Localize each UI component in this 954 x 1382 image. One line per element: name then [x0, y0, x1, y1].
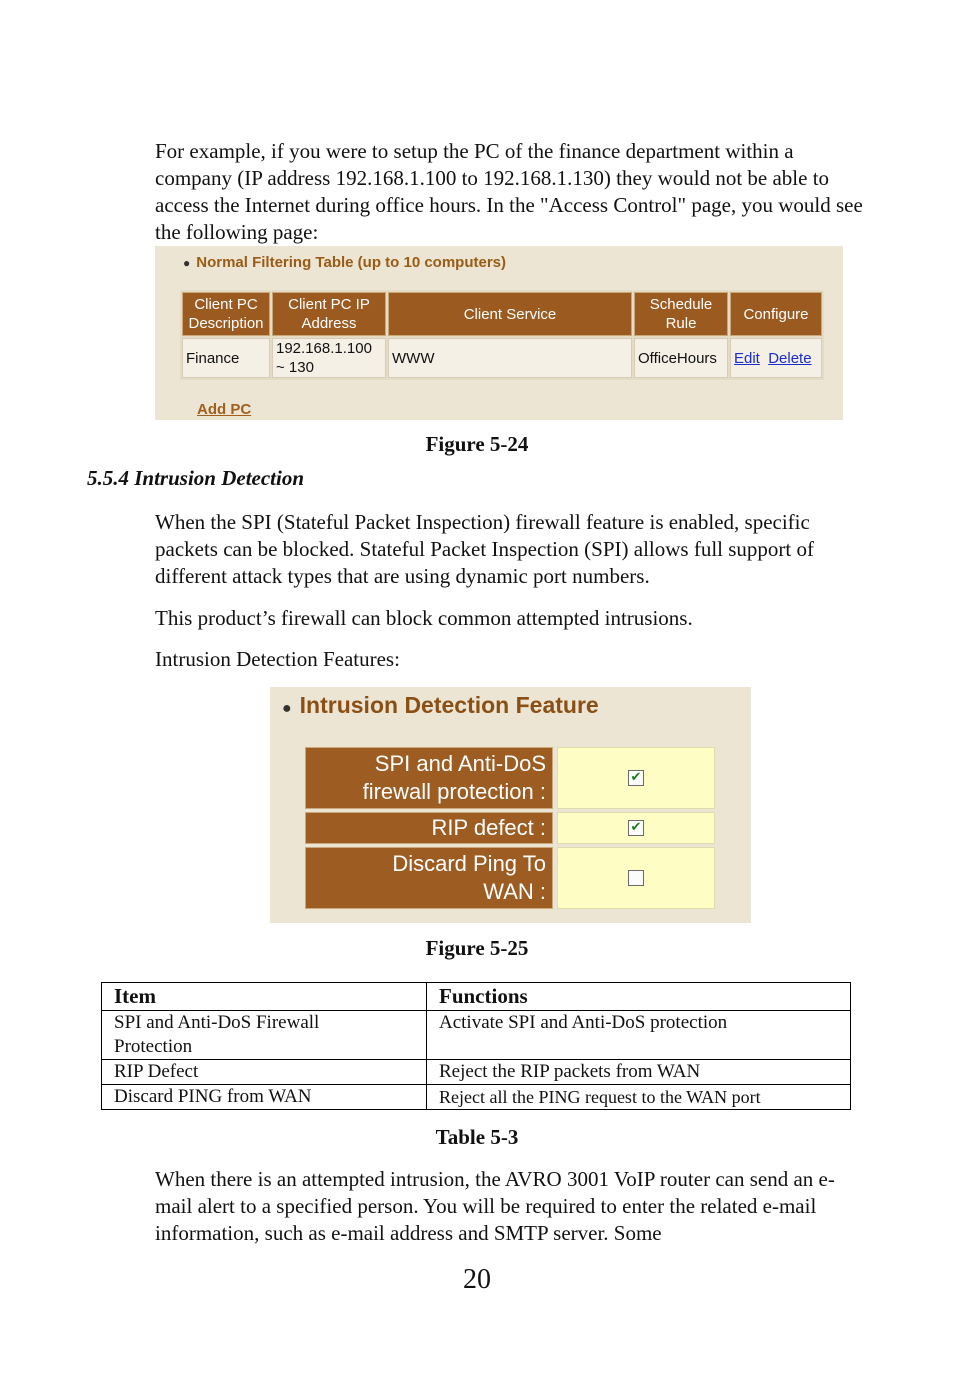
header-ip: Client PC IP Address [272, 292, 386, 336]
intro-paragraph: For example, if you were to setup the PC of the finance department within a company (IP address 192.168.1.100 to 192.168.1.130) they would not be able to access the Internet during office hours. In the "Access Control" page, you would see the following page: [155, 139, 863, 244]
bullet-icon: ● [183, 256, 191, 270]
filtering-table [180, 290, 824, 380]
header-schedule: Schedule Rule [634, 292, 728, 336]
filtering-table-title: ● Normal Filtering Table (up to 10 computers) [183, 254, 507, 271]
row-description: Finance [182, 338, 270, 378]
functions-header: Functions [427, 983, 851, 1011]
item-cell: SPI and Anti-DoS Firewall Protection [102, 1011, 427, 1060]
add-pc-link[interactable]: Add PC [197, 401, 252, 418]
header-description: Client PC Description [182, 292, 270, 336]
intrusion-feature-title: ● Intrusion Detection Feature [282, 692, 599, 718]
spi-paragraph: When the SPI (Stateful Packet Inspection) firewall feature is enabled, specific packets can be blocked. Stateful Packet Inspection (SPI) allows full support of different attack types that are using dynamic port numbers. [155, 510, 814, 588]
spi-row [305, 747, 715, 809]
firewall-paragraph: This product’s firewall can block common attempted intrusions. [155, 606, 693, 630]
ping-label: Discard Ping To WAN : [305, 847, 553, 909]
rip-label: RIP defect : [305, 812, 553, 844]
filtering-table-header [182, 292, 822, 336]
rip-checkbox[interactable]: ✔ [628, 820, 644, 836]
header-configure: Configure [730, 292, 822, 336]
figure-25-caption: Figure 5-25 [425, 936, 529, 960]
alert-paragraph: When there is an attempted intrusion, the AVRO 3001 VoIP router can send an e-mail alert to a specified person. You will be required to enter the related e-mail information, such as e-mail address and SMTP server. Some [155, 1167, 835, 1245]
figure-24-screenshot [155, 246, 843, 420]
row-schedule: OfficeHours [634, 338, 728, 378]
header-service: Client Service [388, 292, 632, 336]
function-cell: Activate SPI and Anti-DoS protection [427, 1011, 851, 1060]
page-number: 20 [463, 1264, 491, 1295]
table-5-3 [101, 982, 851, 1110]
edit-link[interactable]: Edit [734, 349, 760, 367]
function-cell: Reject all the PING request to the WAN port [427, 1085, 851, 1110]
ping-row [305, 847, 715, 909]
table-header-row [102, 983, 851, 1011]
item-cell: Discard PING from WAN [102, 1085, 427, 1110]
table-row [182, 338, 822, 378]
rip-cell [557, 812, 715, 844]
table-row [102, 1085, 851, 1110]
figure-25-screenshot [270, 687, 751, 923]
bullet-icon: ● [282, 700, 292, 717]
function-cell: Reject the RIP packets from WAN [427, 1060, 851, 1085]
table-row [102, 1011, 851, 1060]
table-5-3-caption: Table 5-3 [435, 1125, 519, 1149]
ping-cell [557, 847, 715, 909]
spi-checkbox[interactable]: ✔ [628, 770, 644, 786]
features-label: Intrusion Detection Features: [155, 647, 400, 671]
table-row [102, 1060, 851, 1085]
rip-row [305, 812, 715, 844]
spi-cell [557, 747, 715, 809]
delete-link[interactable]: Delete [768, 349, 812, 367]
section-heading: 5.5.4 Intrusion Detection [87, 466, 305, 490]
ping-checkbox[interactable] [628, 870, 644, 886]
row-service: WWW [388, 338, 632, 378]
spi-label: SPI and Anti-DoS firewall protection : [305, 747, 553, 809]
row-ip: 192.168.1.100 ~ 130 [272, 338, 386, 378]
item-header: Item [102, 983, 427, 1011]
item-cell: RIP Defect [102, 1060, 427, 1085]
figure-24-caption: Figure 5-24 [425, 432, 529, 456]
row-configure [730, 338, 822, 378]
